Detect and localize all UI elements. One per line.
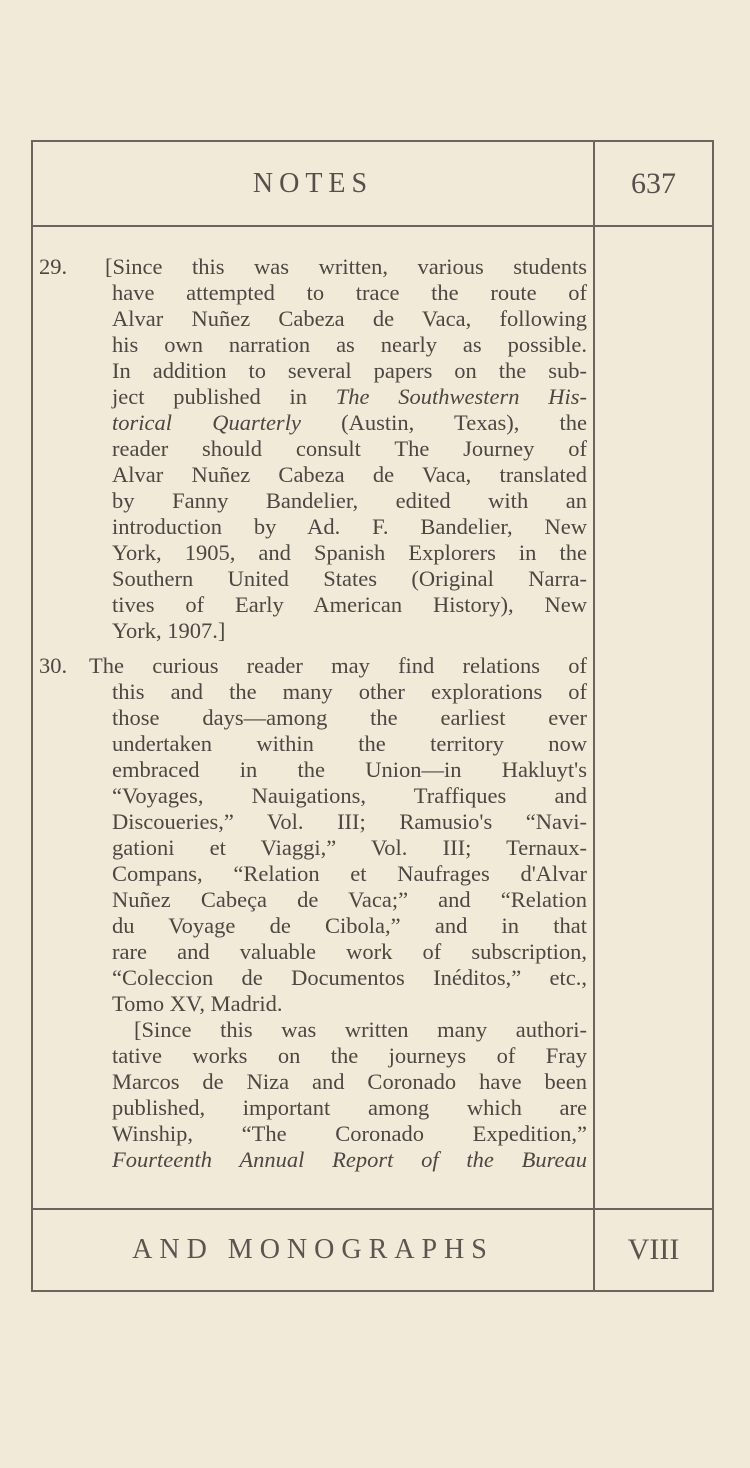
note-line: [Since this was written, various students [105, 254, 587, 279]
note-line: his own narration as nearly as possible. [112, 332, 587, 357]
note-line: Southern United States (Original Narra- [112, 566, 587, 591]
note-line: embraced in the Union—in Hakluyt's [112, 757, 587, 782]
running-foot-title: AND MONOGRAPHS [132, 1234, 494, 1265]
header-rule [33, 225, 712, 227]
note-line: Compans, “Relation et Naufrages d'Alvar [112, 861, 587, 886]
notes-body [39, 254, 587, 1182]
note-number: 29. [39, 254, 68, 279]
report-title: Fourteenth Annual Report of the Bureau [112, 1147, 587, 1172]
note-line: Alvar Nuñez Cabeza de Vaca, following [112, 306, 587, 331]
note-29 [39, 254, 587, 644]
note-line: “Coleccion de Documentos Inéditos,” etc., [112, 965, 587, 990]
note-line: Alvar Nuñez Cabeza de Vaca, translated [112, 462, 587, 487]
note-line: tives of Early American History), New [112, 592, 587, 617]
note-line: The curious reader may find relations of [89, 653, 587, 678]
column-divider [593, 142, 595, 1290]
note-line: those days—among the earliest ever [112, 705, 587, 730]
note-line: “Voyages, Nauigations, Traffiques and [112, 783, 587, 808]
volume-number: VIII [627, 1233, 680, 1266]
note-line: Nuñez Cabeça de Vaca;” and “Relation [112, 887, 587, 912]
page-frame [31, 140, 714, 1292]
note-line: introduction by Ad. F. Bandelier, New [112, 514, 587, 539]
note-line: York, 1907.] [112, 618, 226, 643]
note-line: Discoueries,” Vol. III; Ramusio's “Navi- [112, 809, 587, 834]
page-number: 637 [631, 166, 676, 200]
note-line: [Since this was written many authori- [134, 1017, 587, 1042]
note-line [112, 384, 587, 410]
journal-title: The Southwestern His- [335, 384, 588, 409]
note-line: In addition to several papers on the sub- [112, 358, 587, 383]
note-30 [39, 653, 587, 1173]
note-number: 30. [39, 653, 68, 678]
note-line: gationi et Viaggi,” Vol. III; Ternaux- [112, 835, 587, 860]
note-line: this and the many other explorations of [112, 679, 587, 704]
note-line: undertaken within the territory now [112, 731, 587, 756]
text-run: (Austin, Texas), the [341, 410, 588, 435]
note-line: rare and valuable work of subscription, [112, 939, 587, 964]
note-line: reader should consult The Journey of [112, 436, 587, 461]
note-line [112, 410, 587, 436]
note-line: York, 1905, and Spanish Explorers in the [112, 540, 587, 565]
note-line: by Fanny Bandelier, edited with an [112, 488, 587, 513]
note-line [112, 1147, 587, 1173]
note-line: Winship, “The Coronado Expedition,” [112, 1121, 587, 1146]
text-run: ject published in [112, 384, 307, 409]
note-line: published, important among which are [112, 1095, 587, 1120]
running-head-title: NOTES [252, 167, 374, 199]
note-line: have attempted to trace the route of [112, 280, 587, 305]
note-line: Tomo XV, Madrid. [112, 991, 283, 1016]
note-line: tative works on the journeys of Fray [112, 1043, 587, 1068]
journal-title: torical Quarterly [112, 410, 301, 435]
note-line: Marcos de Niza and Coronado have been [112, 1069, 587, 1094]
note-line: du Voyage de Cibola,” and in that [112, 913, 587, 938]
